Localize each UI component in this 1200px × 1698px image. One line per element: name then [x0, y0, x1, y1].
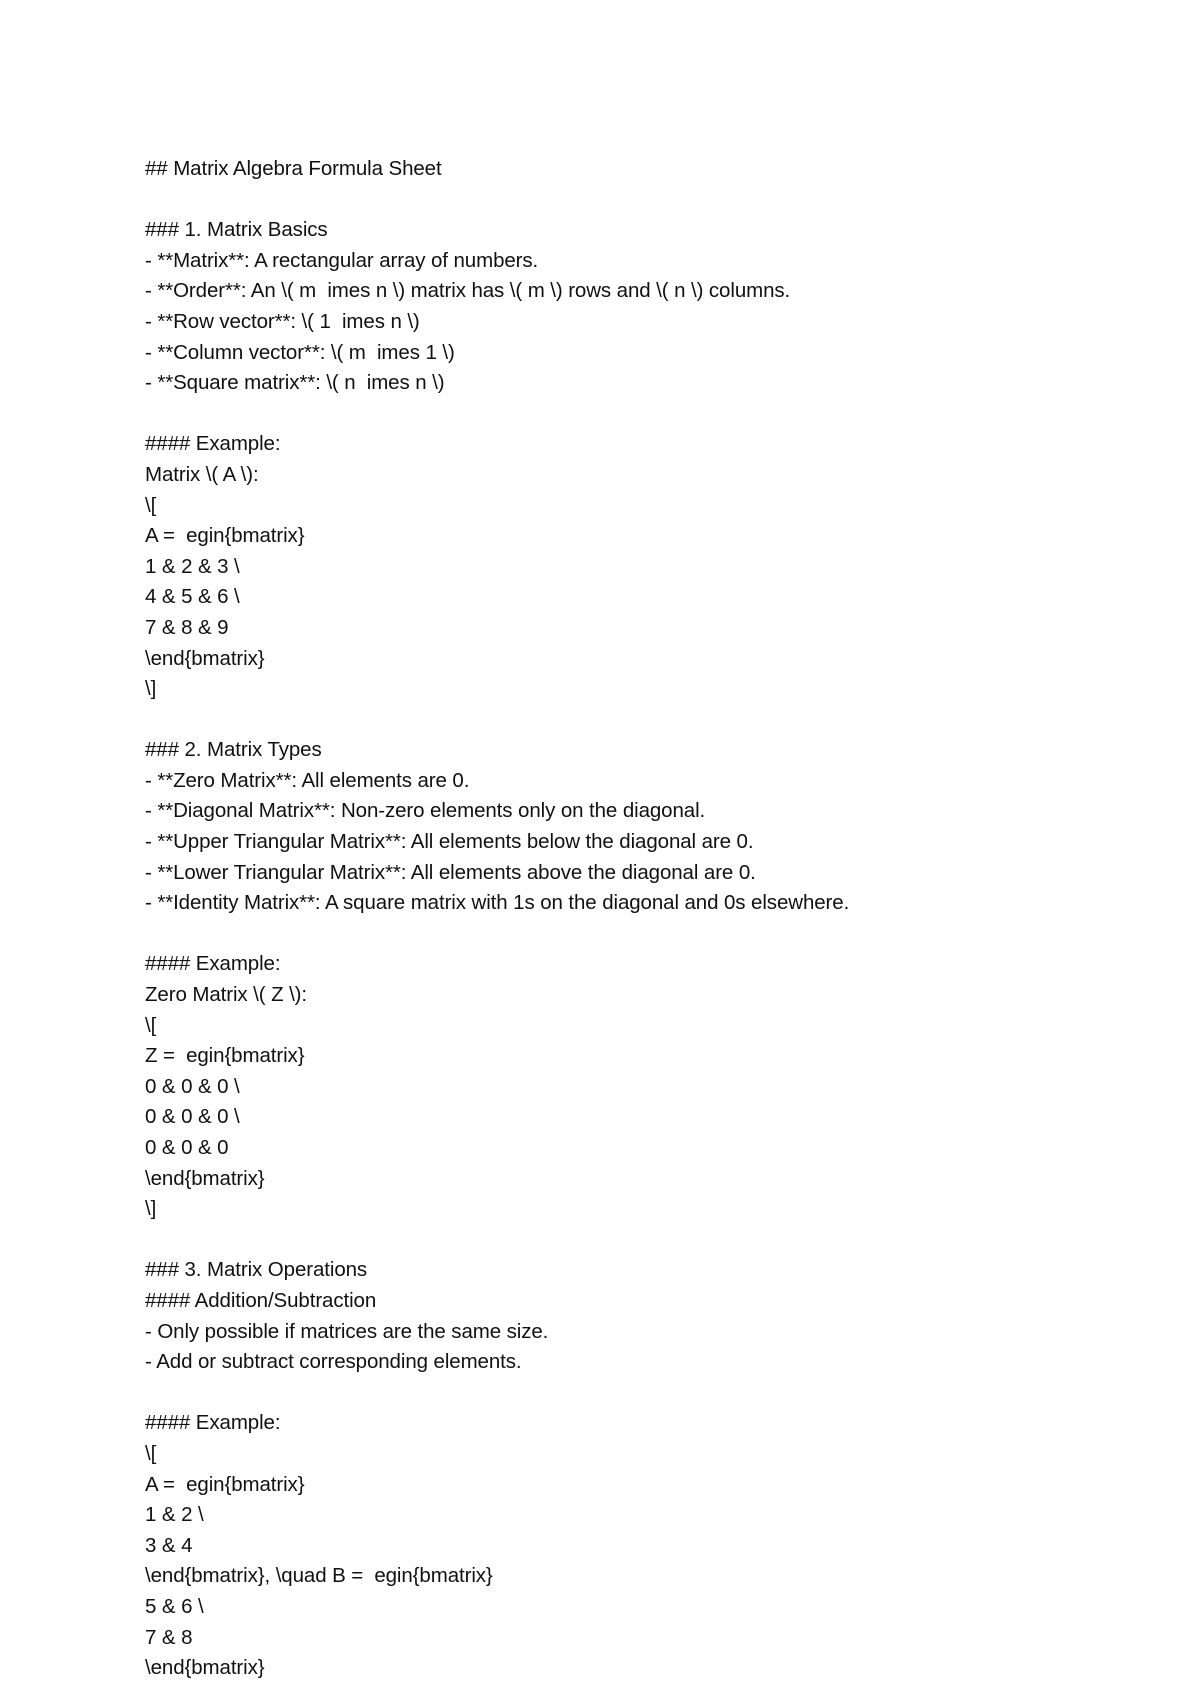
- text-line: 7 & 8 & 9: [145, 615, 229, 639]
- text-line: 3 & 4: [145, 1533, 193, 1557]
- bullet-item: - **Order**: An \( m imes n \) matrix has \( m \) rows and \( n \) columns.: [145, 279, 791, 303]
- bullet-item: - **Upper Triangular Matrix**: All elements below the diagonal are 0.: [145, 830, 754, 854]
- text-line: 1 & 2 & 3 \: [145, 554, 240, 578]
- bullet-item: - **Identity Matrix**: A square matrix with 1s on the diagonal and 0s elsewhere.: [145, 891, 850, 915]
- text-line: 5 & 6 \: [145, 1594, 204, 1618]
- bullet-item: - **Matrix**: A rectangular array of numbers.: [145, 248, 539, 272]
- text-line: 0 & 0 & 0: [145, 1136, 229, 1159]
- text-line: \end{bmatrix}: [145, 646, 265, 670]
- subsection-heading: #### Example:: [145, 432, 281, 456]
- bullet-item: - **Square matrix**: \( n imes n \): [145, 371, 445, 395]
- text-line: Z = egin{bmatrix}: [145, 1044, 305, 1068]
- text-line: 7 & 8: [145, 1625, 193, 1649]
- text-line: \end{bmatrix}: [145, 1166, 265, 1190]
- bullet-item: - **Zero Matrix**: All elements are 0.: [145, 768, 470, 792]
- blank-line: [145, 1225, 1145, 1256]
- blank-line: [145, 705, 1145, 736]
- text-line: A = egin{bmatrix}: [145, 1472, 305, 1496]
- text-line: 0 & 0 & 0 \: [145, 1074, 240, 1098]
- text-line: \]: [145, 1197, 157, 1221]
- bullet-item: - **Row vector**: \( 1 imes n \): [145, 309, 420, 333]
- text-line: A = egin{bmatrix}: [145, 524, 305, 548]
- text-line: \[: [145, 493, 157, 517]
- text-line: \end{bmatrix}, \quad B = egin{bmatrix}: [145, 1564, 493, 1588]
- subsection-heading: #### Addition/Subtraction: [145, 1288, 377, 1312]
- text-line: \]: [145, 677, 157, 701]
- blank-line: [145, 1378, 1145, 1409]
- text-line: 4 & 5 & 6 \: [145, 585, 240, 609]
- section-heading: ### 1. Matrix Basics: [145, 218, 328, 242]
- bullet-item: - Only possible if matrices are the same size.: [145, 1319, 549, 1343]
- section-heading: ### 3. Matrix Operations: [145, 1258, 368, 1282]
- bullet-item: - **Column vector**: \( m imes 1 \): [145, 340, 455, 364]
- bullet-item: - **Lower Triangular Matrix**: All elements above the diagonal are 0.: [145, 860, 756, 884]
- blank-line: [145, 919, 1145, 950]
- text-line: 0 & 0 & 0 \: [145, 1105, 240, 1129]
- subsection-heading: #### Example:: [145, 952, 281, 976]
- text-line: \[: [145, 1013, 157, 1037]
- bullet-item: - Add or subtract corresponding elements.: [145, 1350, 522, 1374]
- text-line: Zero Matrix \( Z \):: [145, 983, 308, 1007]
- blank-line: [145, 185, 1145, 216]
- subsection-heading: #### Example:: [145, 1411, 281, 1435]
- text-line: 1 & 2 \: [145, 1503, 204, 1527]
- text-line: \[: [145, 1441, 157, 1465]
- blank-line: [145, 399, 1145, 430]
- document-body: [145, 154, 1145, 1684]
- bullet-item: - **Diagonal Matrix**: Non-zero elements only on the diagonal.: [145, 799, 706, 823]
- section-heading: ### 2. Matrix Types: [145, 738, 322, 762]
- page-title: ## Matrix Algebra Formula Sheet: [145, 157, 442, 180]
- text-line: \end{bmatrix}: [145, 1656, 265, 1680]
- text-line: Matrix \( A \):: [145, 462, 259, 486]
